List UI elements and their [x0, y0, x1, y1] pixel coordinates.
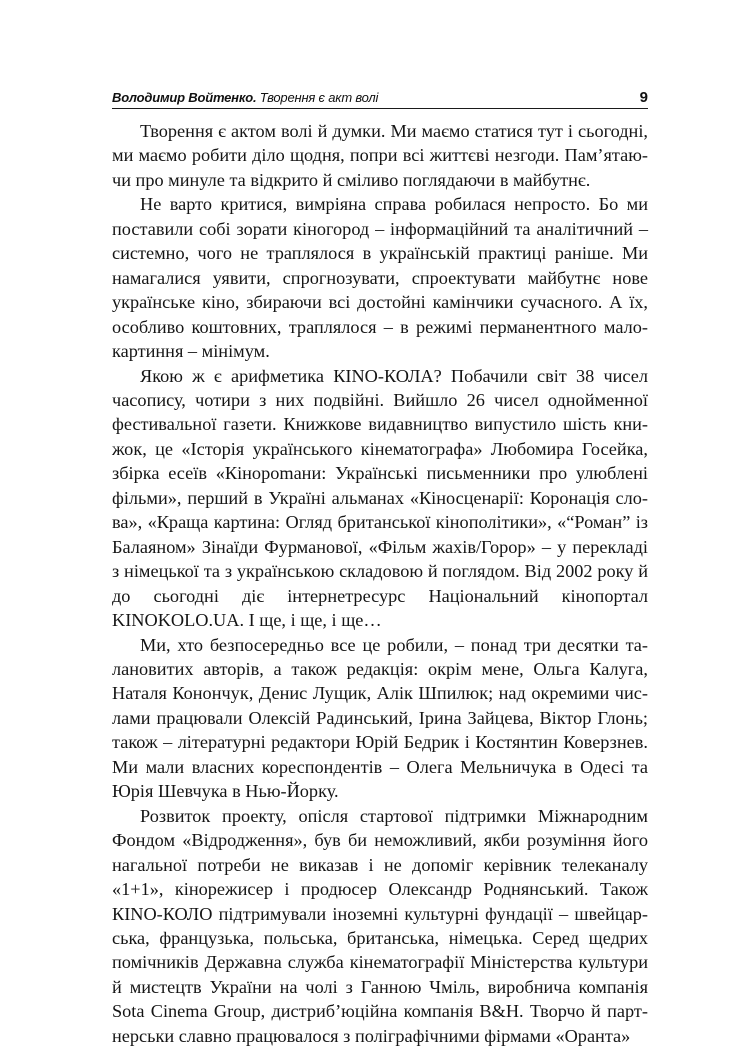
header-title: Творення є акт волі [256, 90, 379, 105]
paragraph-4: Ми, хто безпосередньо все це робили, – понад три десятки талановитих авторів, а також редакція: окрім мене, Ольга Калуга, Наталя Конончук, Денис Лущик, Алік Шпилюк; над окремими числами працювали Олексій Радинський, Ірина Зайцева, Віктор Глонь; також – літературні редактори Юрій Бедрик і Костянтин Коверзнев. Ми мали власних кореспондентів – Олега Мельничука в Одесі та Юрія Шевчука в Нью-Йорку. [112, 634, 648, 802]
paragraph-3: Якою ж є арифметика КІNО-КОЛА? Побачили світ 38 чисел часопису, чотири з них подвійні. Вийшло 26 чисел однойменної фестивальної газети. Книжкове видавництво випустило шість книжок, це «Історія українського кінематографа» Любомира Госейка, збірка есеїв «Кінороmани: Українські письменники про улюблені фільми», перший в Україні альманах «Кіносценарії: Коронація слова», «Краща картина: Огляд британської кінополітики», «“Роман” із Балаяном» Зінаїди Фурманової, «Фільм жахів/Горор» – у перекладі з німецької та з українською складовою й поглядом. Від 2002 року й до сьогодні діє інтернетресурс Національний кінопортал KINOKOLO.UA. І ще, і ще, і ще… [112, 365, 648, 631]
paragraph-1: Творення є актом волі й думки. Ми маємо статися тут і сьогодні, ми маємо робити діло щодня, попри всі життєві незгоди. Пам’ятаючи про минуле та відкрито й сміливо поглядаючи в майбутнє. [112, 121, 648, 190]
paragraph-5: Розвиток проекту, опісля стартової підтримки Міжнародним Фондом «Відродження», був би неможливий, якби розуміння його нагальної потреби не виказав і не допоміг керівник телеканалу «1+1», кінорежисер і продюсер Олександр Роднянський. Також КІNО-КОЛО підтримували іноземні культурні фундації – швейцарська, французька, польська, британська, німецька. Серед щедрих помічників Державна служба кінематографії Міністерства культури й мистецтв України на чолі з Ганною Чміль, виробнича компанія Sota Cinema Group, дистриб’юційна компанія B&H. Творчо й партнерськи славно працювалося з поліграфічними фірмами «Оранта» [112, 805, 648, 1046]
header-separator: . [252, 90, 257, 105]
running-header [112, 86, 648, 109]
header-left [112, 88, 378, 108]
body-text [112, 119, 648, 1048]
paragraph-2: Не варто критися, вимріяна справа робилася непросто. Бо ми поставили собі зорати кіногород – інформаційний та аналітичний – системно, чого не траплялося в українській практиці раніше. Ми намагалися уявити, спрогнозувати, спроектувати майбутнє нове українське кіно, збираючи всі достойні камінчики сучасного. А їх, особливо коштовних, траплялося – в режимі перманентного малокартиння – мінімум. [112, 194, 648, 362]
page-number: 9 [639, 89, 648, 106]
header-author: Володимир Войтенко [112, 90, 253, 105]
